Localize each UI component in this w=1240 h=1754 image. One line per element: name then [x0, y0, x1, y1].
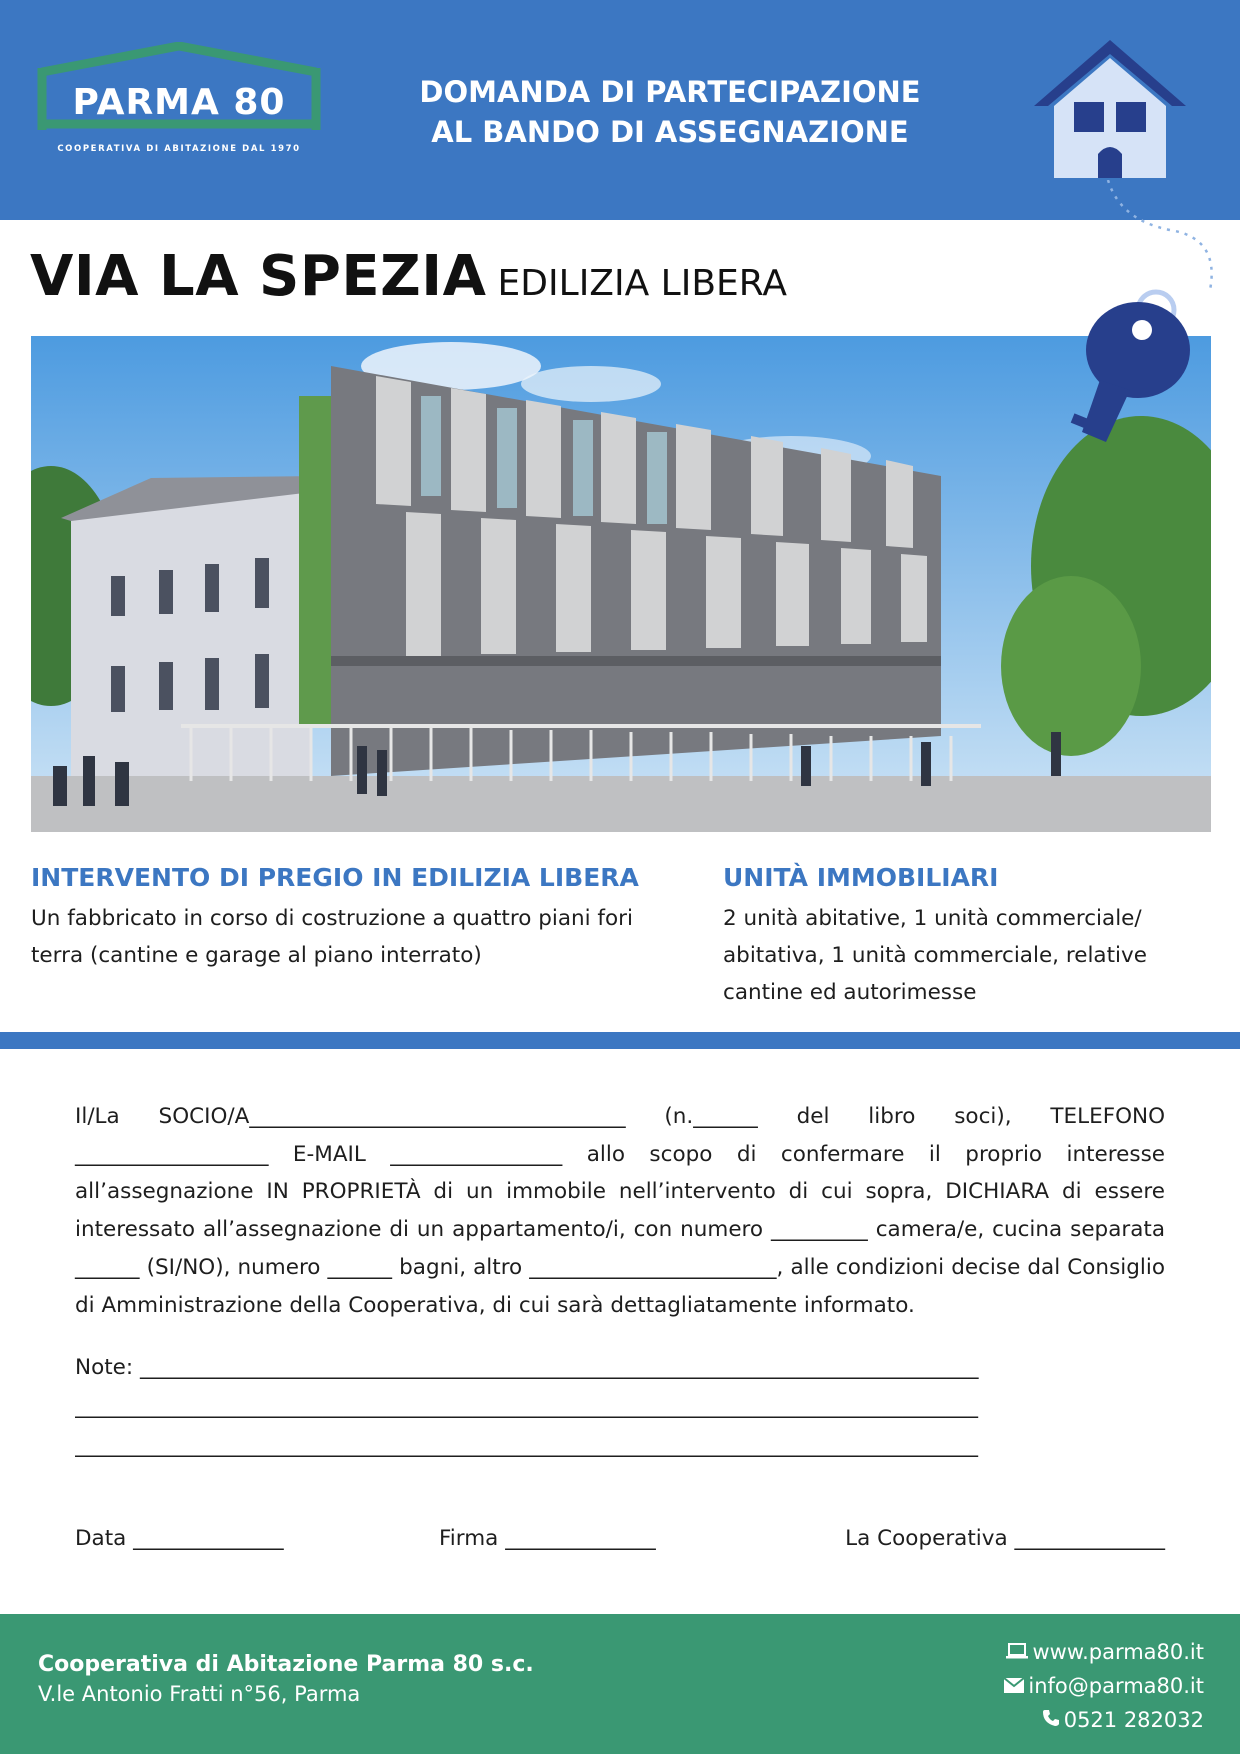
application-form	[75, 1098, 1165, 1465]
footer-address: V.le Antonio Fratti n°56, Parma	[38, 1682, 361, 1706]
header-title	[330, 72, 1010, 152]
project-subtitle: EDILIZIA LIBERA	[497, 263, 787, 304]
notes-line-1[interactable]: Note: ______________________________________________________________________________	[75, 1355, 979, 1381]
building-render-image	[31, 336, 1211, 832]
info-right-column	[723, 862, 1213, 1011]
logo-tagline: COOPERATIVA DI ABITAZIONE DAL 1970	[57, 144, 301, 154]
phone-link[interactable]: 0521 282032	[1063, 1708, 1204, 1732]
info-left-column	[31, 862, 691, 974]
info-left-text: Un fabbricato in corso di costruzione a quattro piani fori terra (cantine e garage al piano interrato)	[31, 906, 633, 968]
footer-contacts	[1004, 1636, 1204, 1738]
notes-line-2[interactable]: ____________________________________________________________________________________	[75, 1394, 978, 1420]
info-left-heading: INTERVENTO DI PREGIO IN EDILIZIA LIBERA	[31, 863, 639, 892]
info-right-text: 2 unità abitative, 1 unità commerciale/ abitativa, 1 unità commerciale, relative cantine ed autorimesse	[723, 906, 1147, 1005]
form-declaration[interactable]: Il/La SOCIO/A___________________________________ (n.______ del libro soci), TELEFONO __________________ E-MAIL ________________ allo scopo di confermare il proprio interesse all’assegnazione IN PROPRIETÀ di un immobile nell’intervento di cui sopra, DICHIARA di essere interessato all’assegnazione di un appartamento/i, con numero _________ camera/e, cucina separata ______ (SI/NO), numero ______ bagni, altro _______________________, alle condizioni decise dal Consiglio di Amministrazione della Cooperativa, di cui sarà dettagliatamente informato.	[75, 1104, 1165, 1318]
signature-row	[75, 1526, 1165, 1562]
website-link[interactable]: www.parma80.it	[1032, 1640, 1204, 1664]
header-title-line1: DOMANDA DI PARTECIPAZIONE	[419, 75, 921, 109]
logo-name: PARMA 80	[72, 82, 286, 123]
header-banner	[0, 0, 1240, 220]
email-contact[interactable]	[1004, 1670, 1204, 1704]
cooperative-signature-field[interactable]: La Cooperativa ______________	[845, 1526, 1165, 1551]
project-name: VIA LA SPEZIA	[30, 244, 487, 309]
signature-field[interactable]: Firma ______________	[439, 1526, 656, 1551]
phone-icon	[1042, 1706, 1060, 1738]
laptop-icon	[1006, 1638, 1028, 1670]
info-right-heading: UNITÀ IMMOBILIARI	[723, 863, 999, 892]
date-field[interactable]: Data ______________	[75, 1526, 284, 1551]
footer-org-name: Cooperativa di Abitazione Parma 80 s.c.	[38, 1652, 534, 1677]
form-notes	[75, 1348, 1165, 1465]
email-link[interactable]: info@parma80.it	[1028, 1674, 1204, 1698]
notes-line-3[interactable]: ____________________________________________________________________________________	[75, 1433, 978, 1459]
parma80-logo	[36, 42, 322, 182]
house-icon	[1030, 36, 1190, 186]
key-icon	[1060, 180, 1240, 450]
website-contact[interactable]	[1004, 1636, 1204, 1670]
footer	[0, 1614, 1240, 1754]
phone-contact[interactable]	[1004, 1704, 1204, 1738]
mail-icon	[1004, 1672, 1024, 1704]
project-title	[30, 244, 787, 309]
section-divider	[0, 1032, 1240, 1049]
header-title-line2: AL BANDO DI ASSEGNAZIONE	[431, 115, 909, 149]
